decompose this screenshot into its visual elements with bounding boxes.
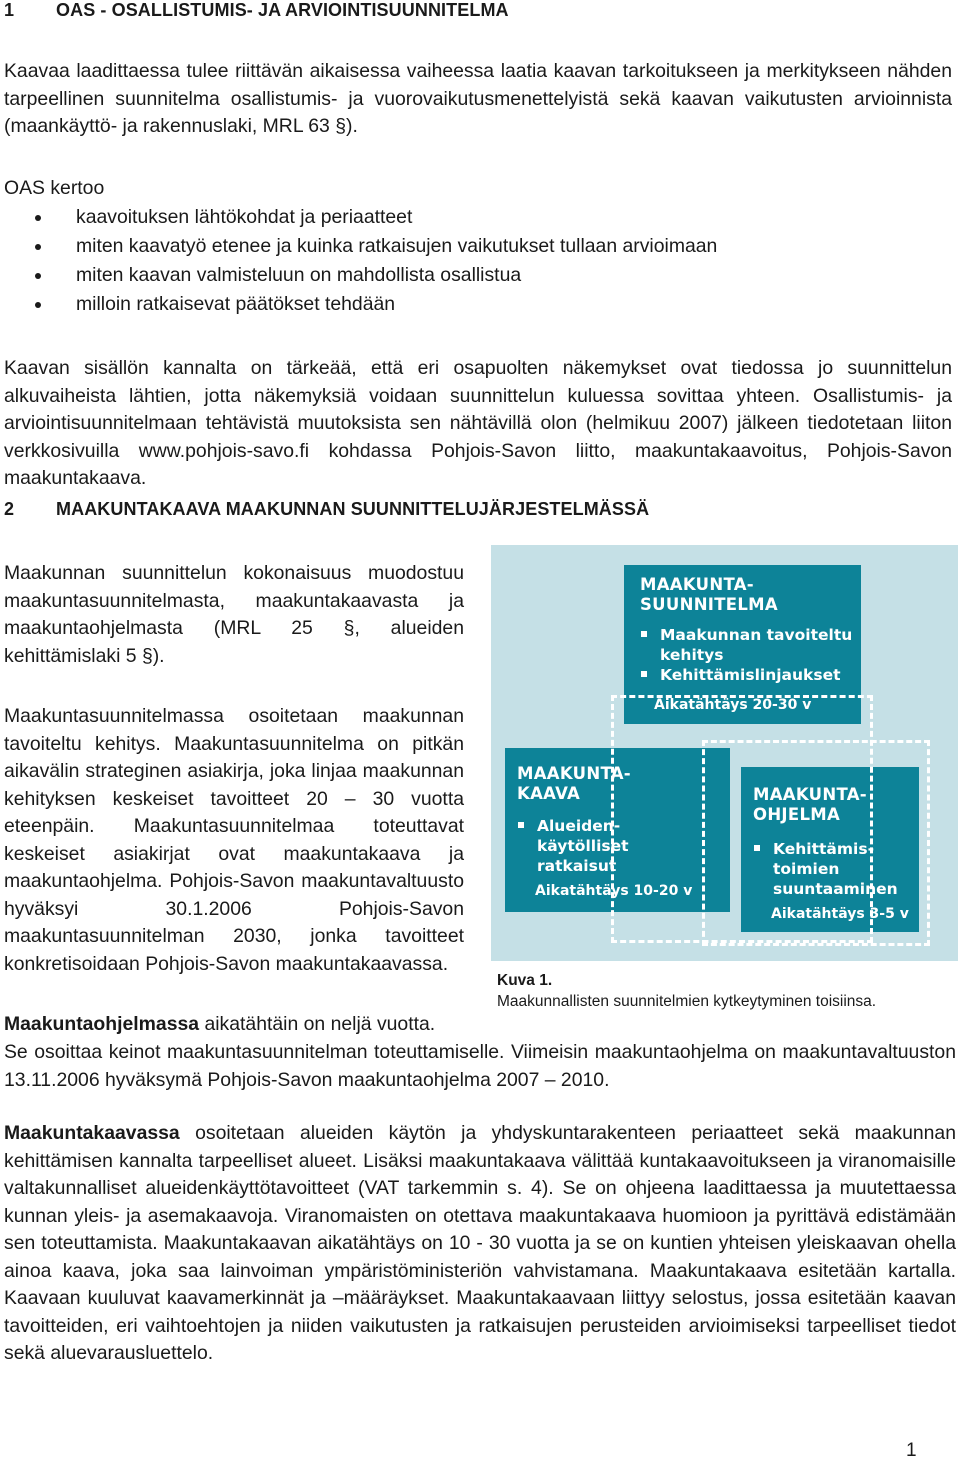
- box-title: MAAKUNTA-: [517, 764, 631, 783]
- term-maakuntakaavassa: Maakuntakaavassa: [4, 1122, 180, 1144]
- box-title: KAAVA: [517, 784, 581, 803]
- figure-caption-text: Maakunnallisten suunnitelmien kytkeytyminen toisiinsa.: [497, 993, 877, 1010]
- list-item: miten kaavatyö etenee ja kuinka ratkaisujen vaikutukset tullaan arvioimaan: [4, 232, 904, 261]
- list-item: milloin ratkaisevat päätökset tehdään: [4, 290, 904, 319]
- section-2-heading: [4, 499, 649, 520]
- box-time: Aikatähtäys 20-30 v: [654, 697, 812, 713]
- term-maakuntaohjelmassa: Maakuntaohjelmassa: [4, 1013, 200, 1035]
- section-1-title: OAS - OSALLISTUMIS- JA ARVIOINTISUUNNITELMA: [56, 0, 509, 20]
- box-title: MAAKUNTA-: [640, 575, 754, 594]
- section-2-para-3-line-1: [4, 1011, 435, 1039]
- section-2-para-2: Maakuntasuunnitelmassa osoitetaan maakunnan tavoiteltu kehitys. Maakuntasuunnitelma on pitkän aikavälin strateginen asiakirja, joka linjaa maakunnan kehityksen keskeiset tavoitteet 20 – 30 vuotta eteenpäin. Maakuntasuunnitelmaa toteuttavat keskeiset asiakirjat ovat maakuntakaava ja maakuntaohjelma. Pohjois-Savon maakuntavaltuusto hyväksyi 30.1.2006 Pohjois-Savon maakuntasuunnitelman 2030, jonka tavoitteet konkretisoidaan Pohjois-Savon maakuntakaavassa.: [4, 705, 464, 975]
- page-number: 1: [906, 1440, 917, 1461]
- para-3-text: aikatähtäin on neljä vuotta.: [199, 1013, 436, 1035]
- box-item: Alueiden-käytölliset ratkaisut: [513, 816, 663, 876]
- figure-caption: [497, 970, 876, 1012]
- box-title: SUUNNITELMA: [640, 595, 778, 614]
- list-item: miten kaavan valmisteluun on mahdollista osallistua: [4, 261, 904, 290]
- box-time: Aikatähtäys 3-5 v: [771, 906, 909, 922]
- box-title: OHJELMA: [753, 805, 841, 824]
- dashed-outline: [702, 740, 930, 946]
- list-item: kaavoituksen lähtökohdat ja periaatteet: [4, 203, 904, 232]
- section-2-para-4: [4, 1120, 956, 1368]
- section-1-heading: [4, 0, 509, 21]
- oas-label: OAS kertoo: [4, 177, 105, 199]
- box-item: Kehittämislinjaukset: [636, 665, 858, 685]
- section-1-intro: Kaavaa laadittaessa tulee riittävän aikaisessa vaiheessa laatia kaavan tarkoitukseen ja merkitykseen nähden tarpeellinen suunnitelma osallistumis- ja vuorovaikutusmenettelyistä sekä kaavan vaikutusten arvioinnista (maankäyttö- ja rakennuslaki, MRL 63 §).: [4, 60, 952, 137]
- section-2-number: 2: [4, 499, 15, 519]
- section-2-title: MAAKUNTAKAAVA MAAKUNNAN SUUNNITTELUJÄRJESTELMÄSSÄ: [56, 499, 650, 519]
- section-1-number: 1: [4, 0, 15, 20]
- box-time: Aikatähtäys 10-20 v: [535, 883, 693, 899]
- para-4-text: osoitetaan alueiden käytön ja yhdyskuntarakenteen periaatteet sekä maakunnan kehittämisen kannalta tarpeelliset alueet. Lisäksi maakuntakaava välittää kuntakaavoitukseen ja viranomaisille valtakunnalliset alueidenkäyttötavoitteet (VAT tarkemmin s. 4). Se on ohjeena laadittaessa ja muutettaessa kunnan yleis- ja asemakaavoja. Viranomaisten on otettava maakuntakaava huomioon ja pyrittävä edistämään sen toteuttamista. Maakuntakaavan aikatähtäys on 10 - 30 vuotta ja se on kuntien yhteisen yleiskaavan ohella ainoa kaava, joka saa lainvoiman ympäristöministeriön vahvistamana. Maakuntakaava esitetään kartalla. Kaavaan kuuluvat kaavamerkinnät ja –määräykset. Maakuntakaavaan liittyy selostus, jossa esitetään kaavan tavoitteiden, eri vaihtoehtojen ja niiden vaikutusten ja ratkaisujen perusteiden arvioimiseksi tarpeelliset tiedot sekä aluevarausluettelo.: [4, 1122, 956, 1364]
- box-item: Maakunnan tavoiteltu kehitys: [636, 625, 858, 665]
- figure-caption-label: Kuva 1.: [497, 972, 553, 989]
- section-1-closing: Kaavan sisällön kannalta on tärkeää, että eri osapuolten näkemykset ovat tiedossa jo suunnittelun alkuvaiheista lähtien, jotta näkemyksiä voidaan suunnittelun kuluessa sovittaa yhteen. Osallistumis- ja arviointisuunnitelmaan tehtävistä muutoksista sen nähtävillä olon (helmikuu 2007) jälkeen tiedotetaan liiton verkkosivuilla www.pohjois-savo.fi kohdassa Pohjois-Savon liitto, maakuntakaavoitus, Pohjois-Savon maakuntakaava.: [4, 357, 952, 489]
- oas-bullet-list: [4, 203, 904, 319]
- section-2-para-1: Maakunnan suunnittelun kokonaisuus muodostuu maakuntasuunnitelmasta, maakuntakaavasta ja maakuntaohjelmasta (MRL 25 §, alueiden kehittämislaki 5 §).: [4, 562, 464, 667]
- box-title: MAAKUNTA-: [753, 785, 867, 804]
- section-2-para-3-rest: Se osoittaa keinot maakuntasuunnitelman toteuttamiselle. Viimeisin maakuntaohjelma on maakuntavaltuuston 13.11.2006 hyväksymä Pohjois-Savon maakuntaohjelma 2007 – 2010.: [4, 1041, 956, 1091]
- planning-system-figure: [491, 545, 958, 961]
- box-item: Kehittämis-toimien suuntaaminen: [749, 839, 889, 899]
